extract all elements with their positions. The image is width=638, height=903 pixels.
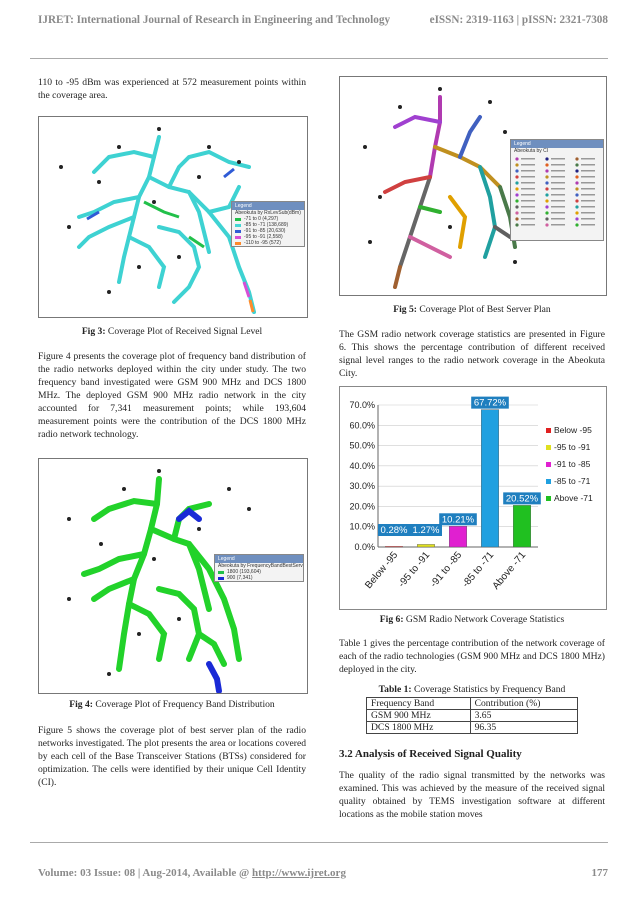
legend-swatch bbox=[545, 157, 548, 160]
table-cell: GSM 900 MHz bbox=[367, 710, 471, 722]
fig4-legend-title: Legend bbox=[215, 555, 303, 563]
legend-label-mark bbox=[521, 224, 535, 226]
table1-caption-num: Table 1: bbox=[378, 684, 412, 695]
legend-swatch bbox=[545, 223, 548, 226]
fig6-caption bbox=[339, 614, 605, 625]
legend-swatch bbox=[235, 242, 241, 245]
legend-swatch bbox=[515, 217, 518, 220]
right-para3: The quality of the radio signal transmitted by the networks was examined. This was achieved by the measure of the received signal quality obtained by TEMS investigation software at different locations as the mobile station moves bbox=[339, 770, 605, 820]
legend-label-mark bbox=[581, 206, 595, 208]
legend-label-mark bbox=[551, 224, 565, 226]
bar bbox=[417, 544, 435, 547]
fig5-legend-swatches bbox=[511, 154, 601, 234]
fig3-caption-text: Coverage Plot of Received Signal Level bbox=[105, 326, 263, 337]
fig5-caption-num: Fig 5: bbox=[393, 304, 417, 315]
legend-swatch bbox=[575, 157, 578, 160]
fig5-legend-title: Legend bbox=[511, 140, 603, 148]
legend-swatch bbox=[575, 181, 578, 184]
y-tick-label: 60.0% bbox=[349, 420, 375, 431]
legend-swatch bbox=[515, 187, 518, 190]
y-tick-label: 20.0% bbox=[349, 501, 375, 512]
legend-label-mark bbox=[521, 182, 535, 184]
legend-label-mark bbox=[521, 188, 535, 190]
legend-label: 900 (7,341) bbox=[227, 575, 253, 581]
legend-label-mark bbox=[581, 224, 595, 226]
legend-label-mark bbox=[551, 164, 565, 166]
legend-label: -95 to -91 bbox=[554, 442, 591, 452]
table-header-cell: Frequency Band bbox=[367, 698, 471, 710]
table-row bbox=[367, 722, 578, 734]
legend-label-mark bbox=[551, 212, 565, 214]
legend-label-mark bbox=[581, 182, 595, 184]
legend-label-mark bbox=[551, 188, 565, 190]
fig4-legend-subtitle: Abeokuta by FrequencyBandBestServ bbox=[218, 563, 303, 569]
legend-swatch bbox=[515, 211, 518, 214]
x-tick-label: -95 to -91 bbox=[396, 549, 433, 590]
legend-swatch bbox=[575, 163, 578, 166]
x-tick-label: Below -95 bbox=[363, 549, 401, 591]
fig6-caption-num: Fig 6: bbox=[379, 614, 404, 625]
y-tick-label: 0.0% bbox=[354, 542, 375, 552]
right-para1: The GSM radio network coverage statistics are presented in Figure 6. This shows the percentage contribution of different received signal level ranges to the radio network coverage in the Abeokuta City. bbox=[339, 329, 605, 379]
x-tick-label: Above -71 bbox=[490, 549, 529, 592]
footer-volume bbox=[38, 867, 346, 879]
legend-label-mark bbox=[551, 194, 565, 196]
data-label: 0.28% bbox=[380, 525, 408, 536]
legend-swatch bbox=[235, 236, 241, 239]
journal-link[interactable]: http://www.ijret.org bbox=[252, 867, 346, 879]
right-para2: Table 1 gives the percentage contribution of the network coverage of each of the radio technologies (GSM 900 MHz and DCS 1800 MHz) deployed in the city. bbox=[339, 638, 605, 675]
legend-label-mark bbox=[581, 176, 595, 178]
legend-label-mark bbox=[521, 212, 535, 214]
journal-name: IJRET: International Journal of Research in Engineering and Technology bbox=[38, 14, 391, 26]
legend-swatch bbox=[545, 199, 548, 202]
legend-swatch bbox=[515, 175, 518, 178]
legend-swatch bbox=[545, 187, 548, 190]
y-tick-label: 40.0% bbox=[349, 460, 375, 471]
legend-label-mark bbox=[581, 218, 595, 220]
legend-label-mark bbox=[521, 176, 535, 178]
legend-label: -91 to -85 bbox=[554, 459, 591, 469]
table-header-cell: Contribution (%) bbox=[470, 698, 577, 710]
data-label: 10.21% bbox=[441, 514, 475, 526]
legend-label: Below -95 bbox=[554, 425, 592, 435]
fig4-legend bbox=[214, 554, 304, 582]
header-rule bbox=[30, 58, 608, 59]
legend-label: -85 to -71 bbox=[554, 476, 591, 486]
legend-label-mark bbox=[521, 158, 535, 160]
legend-swatch bbox=[545, 181, 548, 184]
legend-label-mark bbox=[551, 176, 565, 178]
legend-swatch bbox=[235, 218, 241, 221]
legend-swatch bbox=[545, 169, 548, 172]
issn: eISSN: 2319-1163 | pISSN: 2321-7308 bbox=[429, 14, 608, 26]
fig5-legend bbox=[510, 139, 604, 241]
bar bbox=[513, 505, 531, 547]
x-tick-label: -91 to -85 bbox=[428, 549, 465, 590]
coverage-bar-chart bbox=[340, 387, 606, 609]
legend-label-mark bbox=[551, 170, 565, 172]
section-heading: 3.2 Analysis of Received Signal Quality bbox=[339, 748, 522, 760]
legend-swatch bbox=[235, 224, 241, 227]
data-label: 20.52% bbox=[505, 493, 539, 505]
legend-swatch bbox=[575, 217, 578, 220]
fig3-caption-num: Fig 3: bbox=[81, 326, 106, 337]
page-footer bbox=[38, 867, 608, 879]
legend-label: -110 to -95 (572) bbox=[244, 240, 281, 246]
legend-swatch bbox=[545, 175, 548, 178]
legend-swatch bbox=[575, 211, 578, 214]
table-row bbox=[367, 710, 578, 722]
legend-label-mark bbox=[521, 164, 535, 166]
legend-swatch bbox=[515, 193, 518, 196]
legend-label-mark bbox=[521, 200, 535, 202]
legend-swatch bbox=[545, 205, 548, 208]
legend-label-mark bbox=[581, 200, 595, 202]
legend-label: 1800 (193,604) bbox=[227, 569, 261, 575]
fig5-caption bbox=[339, 304, 605, 315]
data-label: 67.72% bbox=[473, 397, 507, 409]
page-header bbox=[38, 14, 608, 26]
legend-swatch bbox=[575, 175, 578, 178]
footer-rule bbox=[30, 842, 608, 843]
bar bbox=[481, 410, 499, 547]
legend-swatch bbox=[218, 577, 224, 580]
legend-label: Above -71 bbox=[554, 493, 593, 503]
fig5-caption-text: Coverage Plot of Best Server Plan bbox=[416, 304, 551, 315]
legend-swatch bbox=[575, 205, 578, 208]
legend-label: -91 to -85 (20,630) bbox=[244, 228, 286, 234]
legend-swatch bbox=[545, 193, 548, 196]
legend-label-mark bbox=[581, 194, 595, 196]
legend-label-mark bbox=[521, 206, 535, 208]
legend-swatch bbox=[575, 169, 578, 172]
y-tick-label: 70.0% bbox=[349, 400, 375, 410]
legend-label-mark bbox=[551, 200, 565, 202]
legend-label-mark bbox=[521, 194, 535, 196]
footer-volume-text: Volume: 03 Issue: 08 | Aug-2014, Available @ bbox=[38, 867, 253, 879]
fig3-legend-subtitle: Abeokuta by RxLevSub(dBm) bbox=[235, 210, 301, 216]
table-header-row bbox=[367, 698, 578, 710]
legend-label: -85 to -71 (138,689) bbox=[244, 222, 289, 228]
legend-swatch bbox=[546, 496, 551, 501]
legend-label-mark bbox=[581, 170, 595, 172]
fig4-caption bbox=[38, 699, 306, 710]
left-para2: Figure 5 shows the coverage plot of best server plan of the radio networks investigated. The plot presents the area or locations covered by each cell of the Base Transceiver Stations (BTSs) considered for optimization. The cells were identified by their unique Cell Identity (CI). bbox=[38, 725, 306, 788]
legend-label-mark bbox=[551, 182, 565, 184]
legend-label-mark bbox=[581, 158, 595, 160]
legend-label-mark bbox=[521, 170, 535, 172]
legend-label-mark bbox=[521, 218, 535, 220]
left-para1: Figure 4 presents the coverage plot of frequency band distribution of the radio networks deployed within the city under study. The two frequency band investigated were GSM 900 MHz and DCS 1800 MHz. The deployed GSM 900 MHz radio network in the city accounted for 7,341 measurement points; while 193,604 measurement points were the contribution of the DCS 1800 MHz radio network technology. bbox=[38, 351, 306, 440]
legend-swatch bbox=[546, 462, 551, 467]
page-number: 177 bbox=[591, 867, 608, 879]
legend-label-mark bbox=[581, 188, 595, 190]
table1-caption-text: Coverage Statistics by Frequency Band bbox=[411, 684, 566, 695]
fig4-caption-num: Fig 4: bbox=[69, 699, 93, 710]
legend-swatch bbox=[515, 223, 518, 226]
legend-item bbox=[215, 575, 303, 581]
table-cell: DCS 1800 MHz bbox=[367, 722, 471, 734]
y-tick-label: 10.0% bbox=[349, 521, 375, 532]
legend-swatch bbox=[545, 211, 548, 214]
legend-swatch bbox=[515, 163, 518, 166]
bar bbox=[385, 546, 403, 547]
fig6-chart bbox=[339, 386, 607, 610]
legend-label-mark bbox=[551, 158, 565, 160]
legend-label-mark bbox=[581, 164, 595, 166]
x-tick-label: -85 to -71 bbox=[460, 549, 497, 590]
legend-swatch bbox=[515, 169, 518, 172]
legend-swatch bbox=[575, 223, 578, 226]
fig3-legend bbox=[231, 201, 305, 247]
legend-swatch bbox=[235, 230, 241, 233]
legend-swatch bbox=[546, 445, 551, 450]
fig6-caption-text: GSM Radio Network Coverage Statistics bbox=[403, 614, 565, 625]
legend-swatch bbox=[545, 163, 548, 166]
legend-swatch bbox=[546, 479, 551, 484]
table1 bbox=[366, 697, 578, 734]
legend-swatch bbox=[575, 199, 578, 202]
legend-swatch bbox=[546, 428, 551, 433]
legend-swatch bbox=[545, 217, 548, 220]
fig3-map bbox=[38, 116, 308, 318]
fig4-map bbox=[38, 458, 308, 694]
fig5-legend-subtitle: Abeokuta by CI bbox=[514, 148, 549, 154]
bar bbox=[449, 526, 467, 547]
legend-swatch bbox=[575, 187, 578, 190]
legend-swatch bbox=[218, 571, 224, 574]
legend-label-mark bbox=[551, 218, 565, 220]
legend-label-mark bbox=[551, 206, 565, 208]
y-tick-label: 30.0% bbox=[349, 481, 375, 492]
fig3-legend-title: Legend bbox=[232, 202, 304, 210]
table-cell: 96.35 bbox=[470, 722, 577, 734]
legend-swatch bbox=[575, 193, 578, 196]
fig5-map bbox=[339, 76, 607, 296]
left-intro: 110 to -95 dBm was experienced at 572 measurement points within the coverage area. bbox=[38, 77, 306, 101]
legend-label: -95 to -91 (2,558) bbox=[244, 234, 283, 240]
legend-label-mark bbox=[581, 212, 595, 214]
fig4-caption-text: Coverage Plot of Frequency Band Distribution bbox=[92, 699, 275, 710]
table-cell: 3.65 bbox=[470, 710, 577, 722]
table1-caption bbox=[339, 684, 605, 695]
fig3-caption bbox=[38, 326, 306, 337]
legend-label: -71 to 0 (4,297) bbox=[244, 216, 279, 222]
legend-swatch bbox=[515, 157, 518, 160]
legend-item bbox=[232, 240, 304, 246]
legend-swatch bbox=[515, 199, 518, 202]
legend-swatch bbox=[515, 181, 518, 184]
data-label: 1.27% bbox=[412, 525, 440, 536]
y-tick-label: 50.0% bbox=[349, 440, 375, 451]
legend-swatch bbox=[515, 205, 518, 208]
